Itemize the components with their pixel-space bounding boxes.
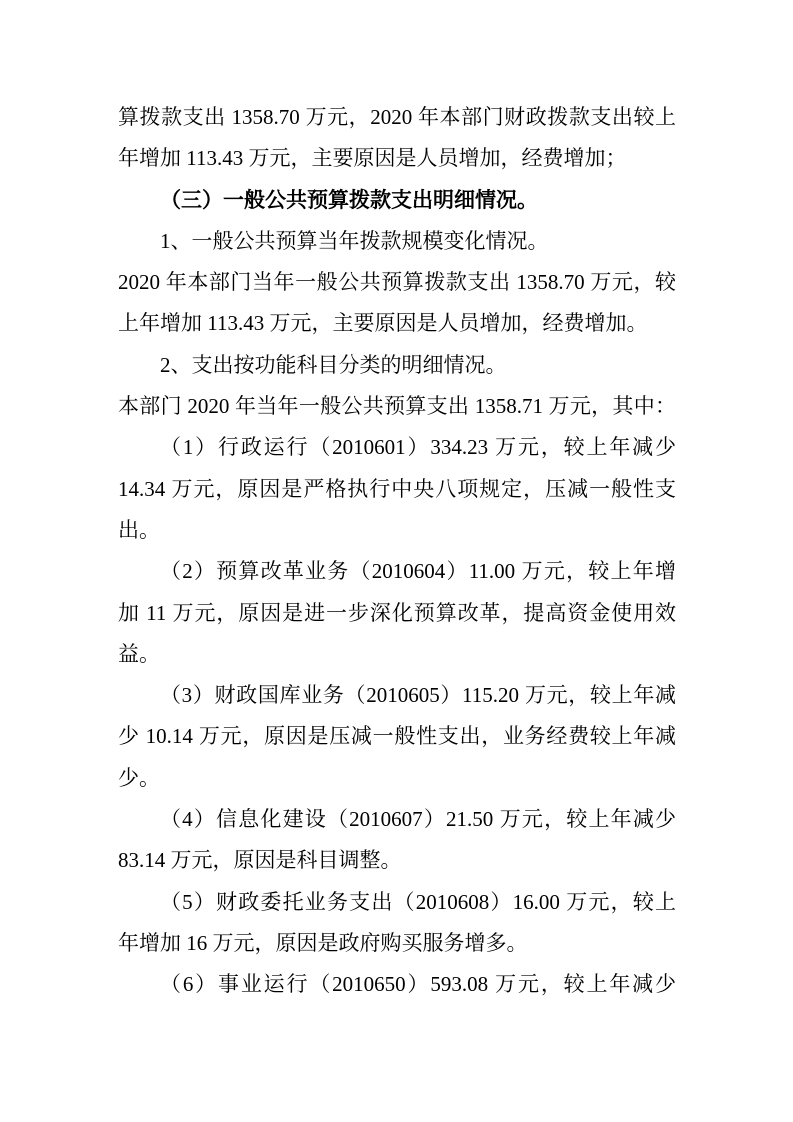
text-line: 上年增加 113.43 万元，主要原因是人员增加，经费增加。 [118,311,648,336]
paragraph [118,386,676,427]
text-line: 年增加 16 万元，原因是政府购买服务增多。 [118,930,528,955]
paragraph [118,345,676,386]
paragraph [118,221,676,262]
paragraph [118,551,676,675]
text-line: （4）信息化建设（2010607）21.50 万元，较上年减少 [160,807,676,832]
text-line: 2020 年本部门当年一般公共预算拨款支出 1358.70 万元，较 [118,270,676,295]
text-line: 算拨款支出 1358.70 万元，2020 年本部门财政拨款支出较上 [118,105,676,129]
text-line: 1、一般公共预算当年拨款规模变化情况。 [160,228,549,253]
text-line: （三）一般公共预算拨款支出明细情况。 [160,187,538,212]
text-line: （6）事业运行（2010650）593.08 万元，较上年减少 [160,972,676,997]
paragraph [118,262,676,345]
text-line: 2、支出按功能科目分类的明细情况。 [160,352,507,377]
text-line: 加 11 万元，原因是进一步深化预算改革，提高资金使用效 [118,600,676,625]
text-line: 14.34 万元，原因是严格执行中央八项规定，压减一般性支 [118,476,676,501]
text-line: 年增加 113.43 万元，主要原因是人员增加，经费增加； [118,146,627,171]
text-line: 少 10.14 万元，原因是压减一般性支出，业务经费较上年减 [118,724,676,749]
text-line: 本部门 2020 年当年一般公共预算支出 1358.71 万元，其中： [118,394,676,419]
text-line: （1）行政运行（2010601）334.23 万元，较上年减少 [160,435,676,460]
paragraph [118,97,676,180]
paragraph [118,799,676,882]
text-line: （2）预算改革业务（2010604）11.00 万元，较上年增 [160,559,676,584]
text-line: （5）财政委托业务支出（2010608）16.00 万元，较上 [160,889,676,914]
text-line: 出。 [118,517,160,542]
text-line: 83.14 万元，原因是科目调整。 [118,848,402,873]
paragraph [118,882,676,965]
paragraph [118,675,676,799]
document-body [118,97,676,1006]
text-line: 少。 [118,765,160,790]
paragraph [118,427,676,551]
text-line: （3）财政国库业务（2010605）115.20 万元，较上年减 [160,683,676,708]
section-heading [118,180,676,221]
text-line: 益。 [118,641,160,666]
paragraph [118,964,676,1005]
